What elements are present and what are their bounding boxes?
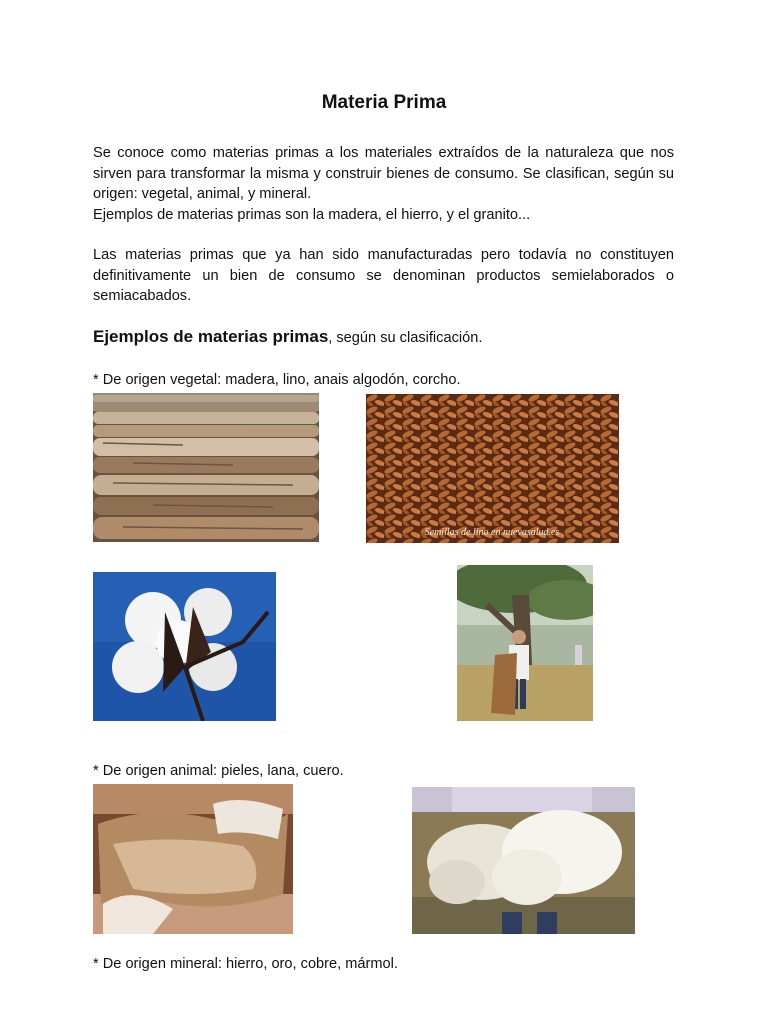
cotton-boll-image	[93, 572, 276, 721]
flax-watermark: Semillas de lino en nuevasalud.es	[424, 527, 560, 538]
examples-heading-bold: Ejemplos de materias primas	[93, 327, 329, 346]
semi-finished-paragraph: Las materias primas que ya han sido manufacturadas pero todavía no constituyen definitivamente un bien de consumo se denominan productos semielaborados o semiacabados.	[93, 247, 674, 304]
mineral-origin-item: * De origen mineral: hierro, oro, cobre, mármol.	[93, 956, 398, 972]
wood-logs-image	[93, 393, 319, 542]
examples-heading	[93, 327, 482, 347]
intro-paragraph	[93, 143, 674, 225]
leather-hide-image	[93, 784, 293, 934]
flax-seeds-image	[366, 394, 619, 543]
cork-harvest-image	[457, 565, 593, 721]
intro-examples: Ejemplos de materias primas son la madera, el hierro, y el granito...	[93, 206, 531, 223]
examples-heading-suffix: , según su clasificación.	[328, 330, 483, 346]
wool-image	[412, 787, 635, 934]
vegetal-origin-item: * De origen vegetal: madera, lino, anais algodón, corcho.	[93, 372, 461, 388]
page-title: Materia Prima	[321, 92, 447, 113]
animal-origin-item: * De origen animal: pieles, lana, cuero.	[93, 763, 344, 779]
intro-definition: Se conoce como materias primas a los materiales extraídos de la naturaleza que nos sirven para transformar la misma y construir bienes de consumo. Se clasifican, según su origen: vegetal, animal, y mineral.	[93, 145, 674, 202]
